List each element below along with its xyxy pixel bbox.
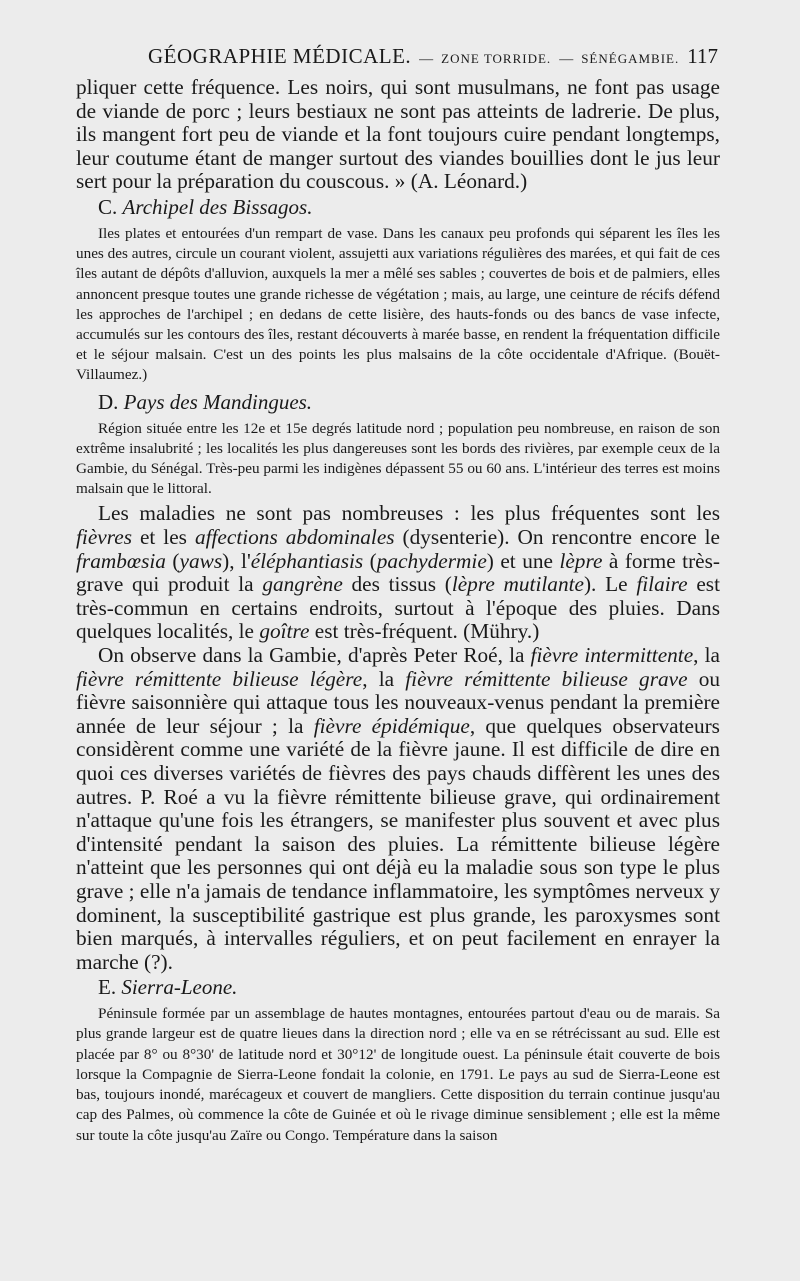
header-separator: — [419, 52, 434, 67]
paragraph-bissagos: Iles plates et entourées d'un rempart de vase. Dans les canaux peu profonds qui séparent les îles les unes des autres, circule un courant violent, assujetti aux variations régulières des marées, et qui fait de ces îles autant de dépôts d'alluvion, auxquels la mer a mêlé ses sables ; couvertes de bois et de palmiers, elles annoncent presque toutes une grande richesse de végétation ; mais, au large, une ceinture de récifs défend les approches de l'archipel ; en dedans de cette lisière, des hauts-fonds ou des bancs de vase infecte, accumulés sur les contours des îles, restant découverts à marée basse, en rendent la fréquentation difficile et le séjour malsain. C'est un des points les plus malsains de la côte occidentale d'Afrique. (Bouët-Villaumez.) [76, 224, 720, 384]
section-title: Sierra-Leone. [121, 975, 238, 1000]
section-heading-c [98, 195, 720, 219]
section-heading-d [98, 390, 720, 414]
section-letter: E. [98, 975, 117, 1000]
section-title: Pays des Mandingues. [123, 389, 313, 414]
page-number: 117 [687, 44, 718, 68]
section-title: Archipel des Bissagos. [122, 194, 313, 219]
running-header [148, 44, 718, 69]
section-letter: D. [98, 389, 119, 414]
paragraph-maladies: Les maladies ne sont pas nombreuses : les plus fréquentes sont les fièvres et les affections abdominales (dysenterie). On rencontre encore le frambœsia (yaws), l'éléphantiasis (pachydermie) et une lèpre à forme très-grave qui produit la gangrène des tissus (lèpre mutilante). Le filaire est très-commun en certains endroits, surtout à l'époque des pluies. Dans quelques localités, le goître est très-fréquent. (Mühry.) [76, 501, 721, 644]
header-title: GÉOGRAPHIE MÉDICALE. [148, 44, 412, 68]
header-section-region: SÉNÉGAMBIE. [581, 51, 680, 66]
section-letter: C. [98, 194, 118, 219]
header-section-zone: ZONE TORRIDE. [441, 51, 552, 66]
paragraph-continuation: pliquer cette fréquence. Les noirs, qui sont musulmans, ne font pas usage de viande de porc ; leurs bestiaux ne sont pas atteints de ladrerie. De plus, ils mangent fort peu de viande et la font toujours cuire pendant longtemps, leur coutume étant de manger surtout des viandes bouillies dont le jus leur sert pour la préparation du couscous. » (A. Léonard.) [76, 75, 720, 194]
paragraph-mandingues: Région située entre les 12e et 15e degrés latitude nord ; population peu nombreuse, en raison de son extrême insalubrité ; les localités les plus dangereuses sont les bords des rivières, par exemple ceux de la Gambie, du Sénégal. Très-peu parmi les indigènes dépassent 55 ou 60 ans. L'intérieur des terres est moins malsain que le littoral. [76, 419, 720, 498]
section-heading-e [98, 975, 720, 999]
paragraph-gambie: On observe dans la Gambie, d'après Peter Roé, la fièvre intermittente, la fièvre rémittente bilieuse légère, la fièvre rémittente bilieuse grave ou fièvre saisonnière qui attaque tous les nouveaux-venus pendant la première année de leur séjour ; la fièvre épidémique, que quelques observateurs considèrent comme une variété de la fièvre jaune. Il est difficile de dire en quoi ces diverses variétés de fièvres des pays chauds diffèrent les unes des autres. P. Roé a vu la fièvre rémittente bilieuse grave, qui ordinairement n'attaque qu'une fois les étrangers, se manifester plus souvent et avec plus d'intensité pendant la saison des pluies. La rémittente bilieuse légère n'atteint que les personnes qui ont déjà eu la maladie sous son type le plus grave ; elle n'a jamais de tendance inflammatoire, les symptômes nerveux y dominent, la susceptibilité gastrique est plus grande, les paroxysmes sont bien marqués, à intervalles réguliers, et on peut facilement en enrayer la marche (?). [76, 642, 721, 974]
paragraph-sierra-leone: Péninsule formée par un assemblage de hautes montagnes, entourées partout d'eau ou de marais. Sa plus grande largeur est de quatre lieues dans la direction nord ; elle va en se rétrécissant au sud. Elle est placée par 8° ou 8°30' de latitude nord et 30°12' de longitude ouest. La péninsule était couverte de bois lorsque la Compagnie de Sierra-Leone fondait la colonie, en 1791. Le pays au sud de Sierra-Leone est bas, toujours inondé, marécageux et couvert de mangliers. Cette disposition du terrain continue jusqu'au cap des Palmes, où commence la côte de Guinée et où le rivage diminue sensiblement ; elle est la même sur toute la côte jusqu'au Zaïre ou Congo. Température dans la saison [76, 1005, 720, 1144]
header-separator: — [559, 52, 574, 67]
page-body [76, 76, 720, 1146]
